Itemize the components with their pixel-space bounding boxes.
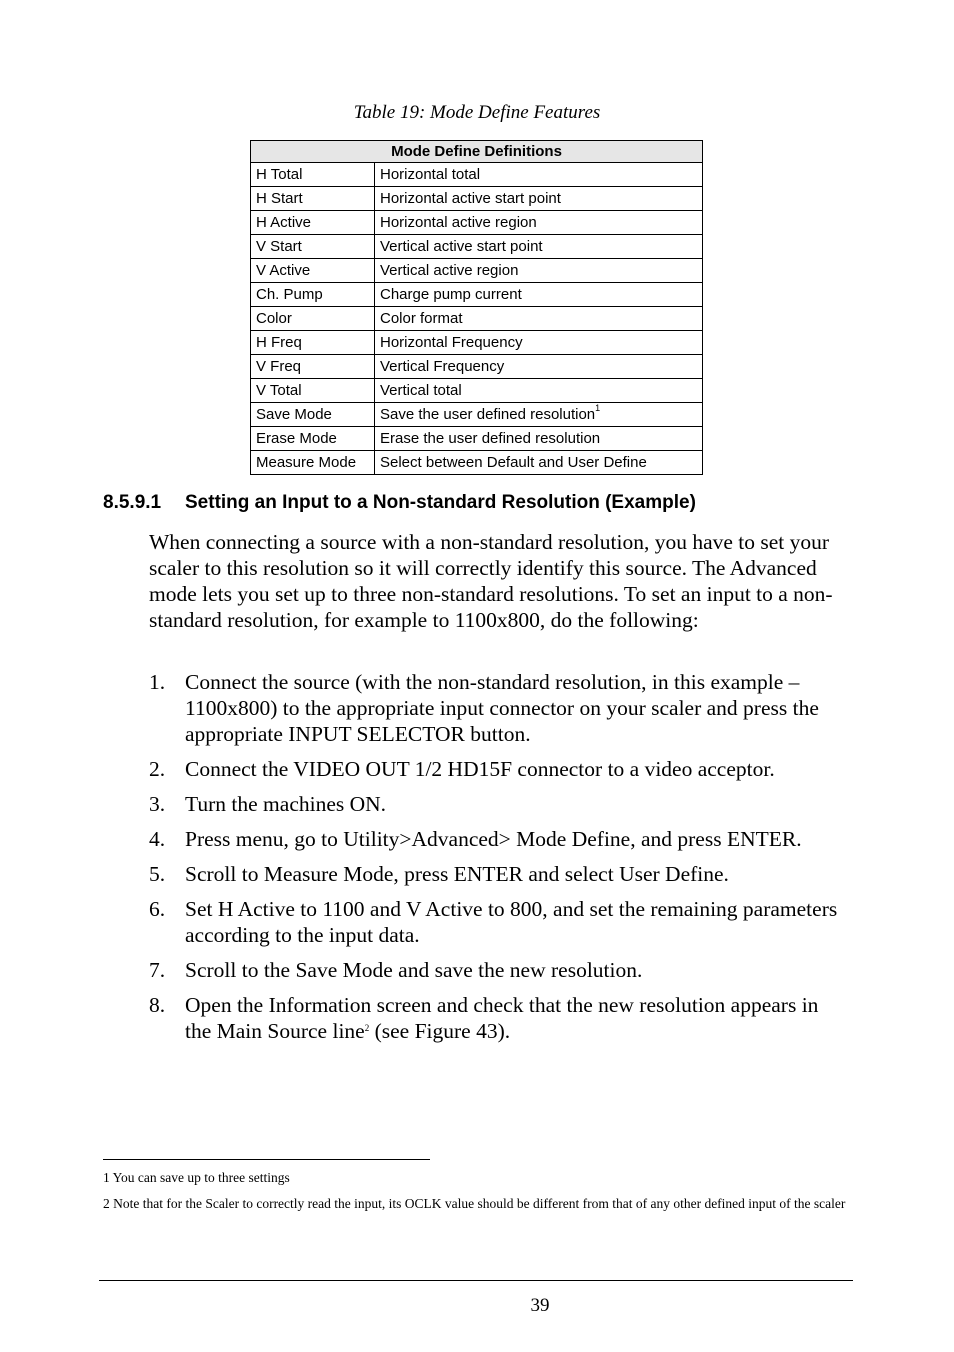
footnote-divider — [103, 1159, 430, 1160]
step-number: 3. — [149, 792, 166, 816]
step-text: Turn the machines ON. — [185, 792, 387, 816]
definition-text: Save the user defined resolution — [380, 406, 596, 423]
term-cell: Ch. Pump — [251, 283, 375, 307]
step-text: Scroll to the Save Mode and save the new resolution. — [185, 958, 643, 982]
step-text: Press menu, go to Utility>Advanced> Mode Define, and press ENTER. — [185, 827, 802, 851]
table-row — [251, 283, 703, 307]
step-number: 5. — [149, 862, 166, 886]
section-title: Setting an Input to a Non-standard Resolution (Example) — [185, 492, 696, 513]
step-text: Set H Active to 1100 and V Active to 800, and set the remaining parameters according to the input data. — [185, 897, 838, 947]
term-cell: H Total — [251, 163, 375, 187]
table-row — [251, 163, 703, 187]
term-cell: V Freq — [251, 355, 375, 379]
table-row — [251, 427, 703, 451]
table-row — [251, 187, 703, 211]
definition-cell: Charge pump current — [375, 283, 703, 307]
term-cell: V Active — [251, 259, 375, 283]
definition-cell: Color format — [375, 307, 703, 331]
term-cell: V Total — [251, 379, 375, 403]
list-item — [149, 791, 849, 817]
list-item — [149, 957, 849, 983]
list-item — [149, 669, 849, 747]
term-cell: Measure Mode — [251, 451, 375, 475]
table-row — [251, 451, 703, 475]
step-number: 1. — [149, 670, 166, 694]
table-header-row — [251, 141, 703, 163]
step-number: 8. — [149, 993, 166, 1017]
step-number: 2. — [149, 757, 166, 781]
section-number: 8.5.9.1 — [103, 492, 162, 513]
list-item — [149, 826, 849, 852]
list-item — [149, 756, 849, 782]
table-row — [251, 307, 703, 331]
step-text: Connect the source (with the non-standard resolution, in this example – 1100x800) to the appropriate input connector on your scaler and press the appropriate INPUT SELECTOR button. — [185, 670, 819, 746]
definition-cell: Vertical active start point — [375, 235, 703, 259]
table-row — [251, 403, 703, 427]
step-number: 4. — [149, 827, 166, 851]
definition-cell: Horizontal active region — [375, 211, 703, 235]
definition-cell: Horizontal Frequency — [375, 331, 703, 355]
step-text: Open the Information screen and check that the new resolution appears in the Main Source line — [185, 993, 819, 1043]
table-row — [251, 211, 703, 235]
footer-divider — [99, 1280, 853, 1281]
list-item — [149, 861, 849, 887]
term-cell: Erase Mode — [251, 427, 375, 451]
definition-cell: Horizontal active start point — [375, 187, 703, 211]
table-row — [251, 379, 703, 403]
step-text: Scroll to Measure Mode, press ENTER and select User Define. — [185, 862, 729, 886]
definition-cell — [375, 403, 703, 427]
step-number: 7. — [149, 958, 166, 982]
table-row — [251, 259, 703, 283]
footnotes — [103, 1165, 855, 1217]
term-cell: Save Mode — [251, 403, 375, 427]
section-heading — [103, 492, 696, 514]
step-number: 6. — [149, 897, 166, 921]
definition-cell: Vertical active region — [375, 259, 703, 283]
term-cell: V Start — [251, 235, 375, 259]
footnote-ref: 1 — [595, 403, 601, 413]
step-text: Connect the VIDEO OUT 1/2 HD15F connector to a video acceptor. — [185, 757, 775, 781]
intro-paragraph: When connecting a source with a non-standard resolution, you have to set your scaler to this resolution so it will correctly identify this source. The Advanced mode lets you set up to three non-standard resolutions. To set an input to a non-standard resolution, for example to 1100x800, do the following: — [149, 530, 833, 632]
term-cell: Color — [251, 307, 375, 331]
table-row — [251, 331, 703, 355]
list-item — [149, 896, 849, 948]
table-header: Mode Define Definitions — [251, 141, 703, 163]
definition-cell: Horizontal total — [375, 163, 703, 187]
definition-cell: Select between Default and User Define — [375, 451, 703, 475]
term-cell: H Active — [251, 211, 375, 235]
definition-cell: Vertical Frequency — [375, 355, 703, 379]
footnote-1: 1 You can save up to three settings — [103, 1170, 290, 1185]
footnote-2: 2 Note that for the Scaler to correctly read the input, its OCLK value should be different from that of any other defined input of the scaler — [103, 1196, 846, 1211]
table-row — [251, 235, 703, 259]
table-row — [251, 355, 703, 379]
step-text-after: (see Figure 43). — [369, 1019, 511, 1043]
definition-cell: Erase the user defined resolution — [375, 427, 703, 451]
list-item — [149, 992, 849, 1044]
definition-cell: Vertical total — [375, 379, 703, 403]
table-caption: Table 19: Mode Define Features — [353, 102, 601, 123]
term-cell: H Freq — [251, 331, 375, 355]
mode-define-table — [250, 140, 703, 475]
footnote-ref: 2 — [364, 1023, 370, 1033]
term-cell: H Start — [251, 187, 375, 211]
page-number: 39 — [530, 1295, 550, 1316]
steps-list — [149, 669, 849, 1053]
